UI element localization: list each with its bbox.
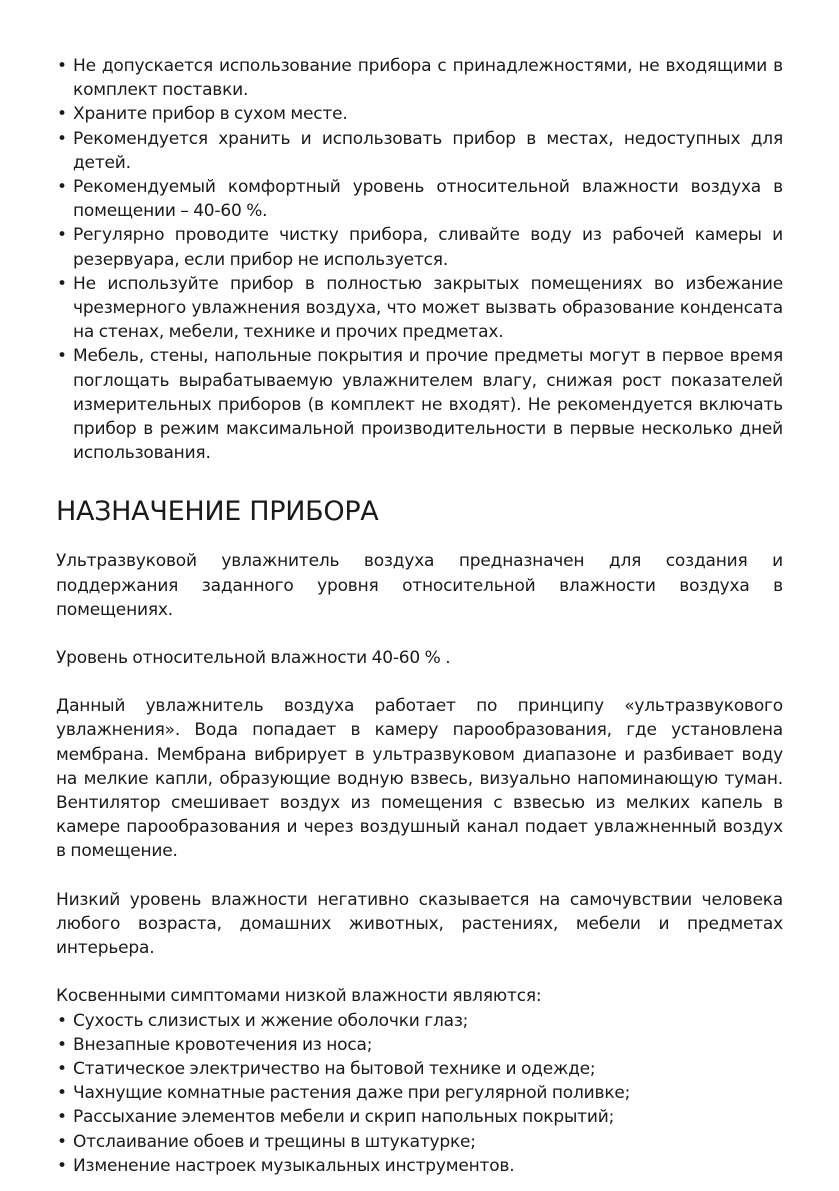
- symptoms-intro: Косвенными симптомами низкой влажности являются:: [56, 986, 542, 1007]
- list-item: • Изменение настроек музыкальных инструментов.: [56, 1154, 783, 1178]
- list-item: • Рекомендуется хранить и использовать прибор в местах, недоступных для детей.: [56, 127, 783, 175]
- list-item: • Сухость слизистых и жжение оболочки глаз;: [56, 1009, 783, 1033]
- document-page: [56, 54, 783, 1178]
- list-item: • Не допускается использование прибора с принадлежностями, не входящими в комплект поставки.: [56, 54, 783, 102]
- paragraph-spacer: [56, 960, 783, 984]
- list-item: • Рекомендуемый комфортный уровень относительной влажности воздуха в помещении – 40-60 %.: [56, 175, 783, 223]
- symptoms-list: [56, 1009, 783, 1178]
- list-item: • Мебель, стены, напольные покрытия и прочие предметы могут в первое время поглощать вырабатываемую увлажнителем влагу, снижая рост показателей измерительных приборов (в комплект не входят). Не рекомендуется включать прибор в режим максимальной производительности в первые несколько дней использования.: [56, 344, 783, 465]
- humidity-level-paragraph: Уровень относительной влажности 40-60 % .: [56, 648, 451, 669]
- paragraph-spacer: [56, 622, 783, 646]
- list-item: • Отслаивание обоев и трещины в штукатурке;: [56, 1130, 783, 1154]
- list-item: • Не используйте прибор в полностью закрытых помещениях во избежание чрезмерного увлажнения воздуха, что может вызвать образование конденсата на стенах, мебели, технике и прочих предметах.: [56, 272, 783, 345]
- list-item: • Рассыхание элементов мебели и скрип напольных покрытий;: [56, 1105, 783, 1129]
- usage-recommendations-list: [56, 54, 783, 465]
- paragraph-spacer: [56, 864, 783, 888]
- list-item: • Регулярно проводите чистку прибора, сливайте воду из рабочей камеры и резервуара, если прибор не используется.: [56, 223, 783, 271]
- list-item: • Статическое электричество на бытовой технике и одежде;: [56, 1057, 783, 1081]
- list-item: • Внезапные кровотечения из носа;: [56, 1033, 783, 1057]
- low-humidity-effects-paragraph: Низкий уровень влажности негативно сказывается на самочувствии человека любого возраста, домашних животных, растениях, мебели и предметах интерьера.: [56, 889, 783, 959]
- operation-principle-paragraph: Данный увлажнитель воздуха работает по принципу «ультразвукового увлажнения». Вода попадает в камеру парообразования, где установлена мембрана. Мембрана вибрирует в ультразвуковом диапазоне и разбивает воду на мелкие капли, образующие водную взвесь, визуально напоминающую туман. Вентилятор смешивает воздух из помещения с взвесью из мелких капель в камере парообразования и через воздушный канал подает увлажненный воздух в помещение.: [56, 696, 783, 862]
- paragraph-spacer: [56, 670, 783, 694]
- purpose-paragraph: Ультразвуковой увлажнитель воздуха предназначен для создания и поддержания заданного уровня относительной влажности воздуха в помещениях.: [56, 551, 783, 620]
- list-item: • Храните прибор в сухом месте.: [56, 102, 783, 126]
- section-title: НАЗНАЧЕНИЕ ПРИБОРА: [56, 496, 379, 528]
- list-item: • Чахнущие комнатные растения даже при регулярной поливке;: [56, 1081, 783, 1105]
